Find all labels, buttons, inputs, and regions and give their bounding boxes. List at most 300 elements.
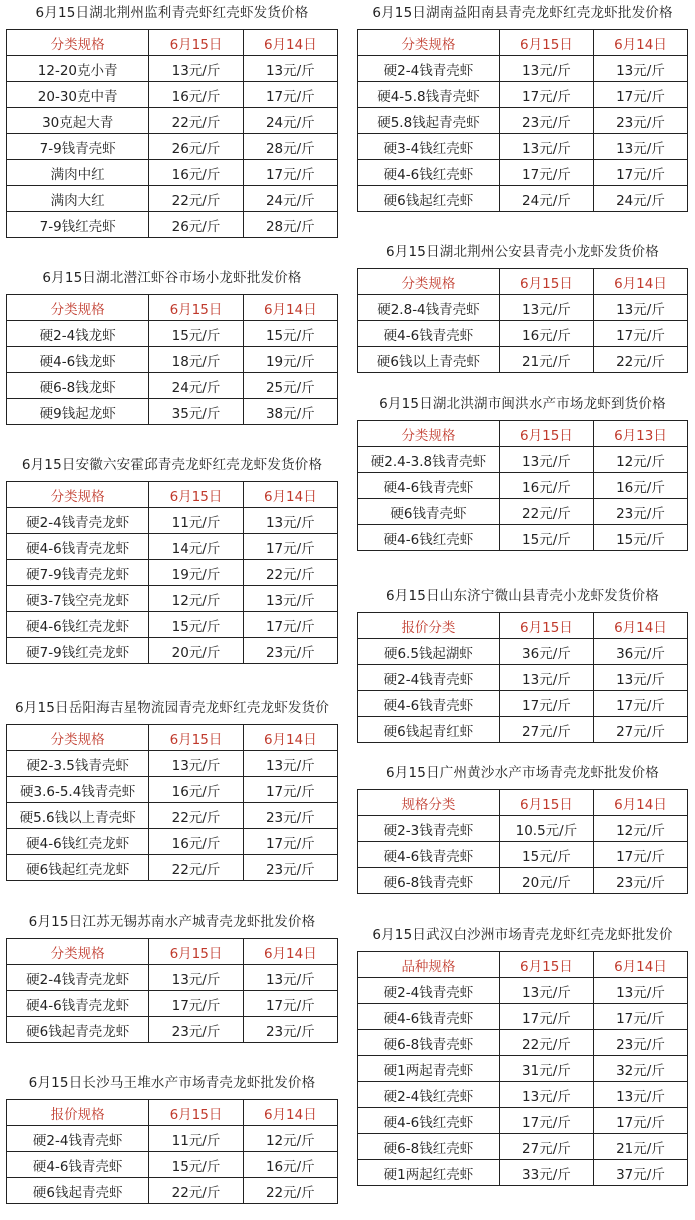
price-cell: 22元/斤 bbox=[149, 803, 243, 829]
price-cell: 16元/斤 bbox=[593, 473, 687, 499]
table-header-row bbox=[7, 939, 338, 965]
spec-cell: 硬7-9钱青壳龙虾 bbox=[7, 560, 149, 586]
spec-cell: 硬6钱以上青壳虾 bbox=[358, 347, 500, 373]
table-row bbox=[358, 665, 688, 691]
table-row bbox=[358, 842, 688, 868]
table-row bbox=[358, 499, 688, 525]
price-cell: 17元/斤 bbox=[243, 777, 337, 803]
price-cell: 22元/斤 bbox=[243, 560, 337, 586]
price-table-block-6 bbox=[6, 1073, 338, 1204]
price-cell: 22元/斤 bbox=[499, 1030, 593, 1056]
price-cell: 17元/斤 bbox=[243, 160, 337, 186]
spec-cell: 硬6-8钱龙虾 bbox=[7, 373, 149, 399]
column-header: 6月14日 bbox=[243, 939, 337, 965]
price-table bbox=[357, 789, 688, 894]
price-table-block-9 bbox=[357, 394, 688, 551]
table-row bbox=[358, 186, 688, 212]
price-cell: 13元/斤 bbox=[499, 1082, 593, 1108]
price-table bbox=[357, 612, 688, 743]
table-header-row bbox=[358, 613, 688, 639]
table-row bbox=[358, 447, 688, 473]
price-cell: 23元/斤 bbox=[593, 868, 687, 894]
price-cell: 38元/斤 bbox=[243, 399, 337, 425]
price-cell: 13元/斤 bbox=[243, 56, 337, 82]
spec-cell: 硬4-6钱青壳虾 bbox=[358, 321, 500, 347]
column-header: 6月14日 bbox=[593, 30, 687, 56]
table-row bbox=[358, 82, 688, 108]
price-cell: 20元/斤 bbox=[499, 868, 593, 894]
spec-cell: 硬6-8钱青壳虾 bbox=[358, 1030, 500, 1056]
table-row bbox=[7, 777, 338, 803]
table-title: 6月15日广州黄沙水产市场青壳龙虾批发价格 bbox=[386, 765, 659, 781]
column-header: 6月15日 bbox=[149, 30, 243, 56]
price-cell: 17元/斤 bbox=[593, 1108, 687, 1134]
table-row bbox=[7, 108, 338, 134]
table-row bbox=[358, 134, 688, 160]
spec-cell: 硬6钱起红壳虾 bbox=[358, 186, 500, 212]
table-header-row bbox=[358, 269, 688, 295]
price-table-block-12 bbox=[357, 925, 688, 1186]
price-table-block-1 bbox=[6, 3, 338, 238]
price-cell: 35元/斤 bbox=[149, 399, 243, 425]
price-cell: 10.5元/斤 bbox=[499, 816, 593, 842]
table-row bbox=[7, 321, 338, 347]
spec-cell: 硬3.6-5.4钱青壳虾 bbox=[7, 777, 149, 803]
price-table-block-3 bbox=[6, 455, 338, 664]
price-cell: 23元/斤 bbox=[593, 499, 687, 525]
column-header: 6月14日 bbox=[243, 725, 337, 751]
price-cell: 19元/斤 bbox=[243, 347, 337, 373]
spec-cell: 硬6-8钱青壳虾 bbox=[358, 868, 500, 894]
price-cell: 20元/斤 bbox=[149, 638, 243, 664]
table-title: 6月15日湖南益阳南县青壳龙虾红壳龙虾批发价格 bbox=[372, 5, 673, 21]
price-cell: 17元/斤 bbox=[593, 82, 687, 108]
spec-cell: 硬4-6钱红壳虾 bbox=[358, 1108, 500, 1134]
price-table bbox=[357, 951, 688, 1186]
price-cell: 31元/斤 bbox=[499, 1056, 593, 1082]
price-cell: 13元/斤 bbox=[243, 508, 337, 534]
table-row bbox=[7, 1152, 338, 1178]
price-cell: 13元/斤 bbox=[149, 965, 243, 991]
spec-cell: 硬4-6钱青壳虾 bbox=[358, 473, 500, 499]
spec-cell: 硬5.8钱起青壳虾 bbox=[358, 108, 500, 134]
price-table-block-7 bbox=[357, 3, 688, 212]
table-row bbox=[358, 1134, 688, 1160]
price-cell: 17元/斤 bbox=[499, 1004, 593, 1030]
price-cell: 28元/斤 bbox=[243, 212, 337, 238]
price-cell: 16元/斤 bbox=[149, 777, 243, 803]
table-row bbox=[358, 347, 688, 373]
price-cell: 24元/斤 bbox=[243, 108, 337, 134]
price-cell: 24元/斤 bbox=[593, 186, 687, 212]
column-header: 6月14日 bbox=[593, 613, 687, 639]
table-title: 6月15日安徽六安霍邱青壳龙虾红壳龙虾发货价格 bbox=[21, 457, 323, 473]
price-cell: 23元/斤 bbox=[499, 108, 593, 134]
price-cell: 21元/斤 bbox=[499, 347, 593, 373]
spec-cell: 硬6钱起青壳龙虾 bbox=[7, 1017, 149, 1043]
spec-cell: 硬6钱起红壳龙虾 bbox=[7, 855, 149, 881]
price-cell: 16元/斤 bbox=[243, 1152, 337, 1178]
table-row bbox=[7, 855, 338, 881]
price-cell: 12元/斤 bbox=[243, 1126, 337, 1152]
price-cell: 15元/斤 bbox=[499, 842, 593, 868]
price-cell: 12元/斤 bbox=[593, 816, 687, 842]
table-row bbox=[7, 1126, 338, 1152]
price-cell: 13元/斤 bbox=[149, 751, 243, 777]
price-cell: 24元/斤 bbox=[149, 373, 243, 399]
table-row bbox=[358, 717, 688, 743]
spec-cell: 硬4-6钱青壳龙虾 bbox=[7, 991, 149, 1017]
table-header-row bbox=[7, 295, 338, 321]
table-row bbox=[7, 1178, 338, 1204]
price-cell: 17元/斤 bbox=[593, 321, 687, 347]
table-row bbox=[7, 373, 338, 399]
price-cell: 13元/斤 bbox=[243, 751, 337, 777]
table-row bbox=[358, 1030, 688, 1056]
price-cell: 13元/斤 bbox=[499, 665, 593, 691]
table-row bbox=[7, 534, 338, 560]
price-table bbox=[6, 724, 338, 881]
price-cell: 23元/斤 bbox=[243, 855, 337, 881]
spec-cell: 硬2-4钱青壳虾 bbox=[7, 1126, 149, 1152]
price-cell: 36元/斤 bbox=[499, 639, 593, 665]
price-cell: 17元/斤 bbox=[243, 991, 337, 1017]
column-header: 分类规格 bbox=[358, 421, 500, 447]
price-cell: 15元/斤 bbox=[593, 525, 687, 551]
table-row bbox=[358, 816, 688, 842]
spec-cell: 硬2.8-4钱青壳虾 bbox=[358, 295, 500, 321]
table-row bbox=[7, 1017, 338, 1043]
spec-cell: 30克起大青 bbox=[7, 108, 149, 134]
column-header: 分类规格 bbox=[358, 30, 500, 56]
spec-cell: 硬6钱起青红虾 bbox=[358, 717, 500, 743]
price-cell: 11元/斤 bbox=[149, 1126, 243, 1152]
price-cell: 17元/斤 bbox=[593, 1004, 687, 1030]
column-header: 6月14日 bbox=[593, 269, 687, 295]
table-title: 6月15日湖北荆州监利青壳虾红壳虾发货价格 bbox=[35, 5, 309, 21]
column-header: 分类规格 bbox=[7, 482, 149, 508]
table-row bbox=[7, 560, 338, 586]
table-row bbox=[7, 134, 338, 160]
spec-cell: 硬2-4钱红壳虾 bbox=[358, 1082, 500, 1108]
spec-cell: 硬1两起红壳虾 bbox=[358, 1160, 500, 1186]
price-cell: 16元/斤 bbox=[149, 829, 243, 855]
price-cell: 15元/斤 bbox=[499, 525, 593, 551]
table-row bbox=[7, 638, 338, 664]
price-cell: 16元/斤 bbox=[499, 321, 593, 347]
price-cell: 17元/斤 bbox=[149, 991, 243, 1017]
spec-cell: 硬6-8钱红壳虾 bbox=[358, 1134, 500, 1160]
spec-cell: 硬4-6钱红壳虾 bbox=[358, 160, 500, 186]
price-cell: 16元/斤 bbox=[499, 473, 593, 499]
table-header-row bbox=[7, 30, 338, 56]
table-row bbox=[7, 829, 338, 855]
table-title: 6月15日湖北洪湖市闽洪水产市场龙虾到货价格 bbox=[379, 396, 666, 412]
price-cell: 15元/斤 bbox=[149, 1152, 243, 1178]
table-title: 6月15日江苏无锡苏南水产城青壳龙虾批发价格 bbox=[28, 914, 316, 930]
price-cell: 17元/斤 bbox=[243, 534, 337, 560]
spec-cell: 硬4-6钱红壳虾 bbox=[358, 525, 500, 551]
column-header: 6月15日 bbox=[499, 269, 593, 295]
table-header-row bbox=[7, 725, 338, 751]
price-cell: 27元/斤 bbox=[499, 717, 593, 743]
table-row bbox=[7, 965, 338, 991]
column-header: 6月15日 bbox=[149, 295, 243, 321]
price-cell: 17元/斤 bbox=[243, 82, 337, 108]
price-cell: 17元/斤 bbox=[593, 691, 687, 717]
table-row bbox=[7, 347, 338, 373]
column-header: 分类规格 bbox=[7, 939, 149, 965]
table-row bbox=[358, 691, 688, 717]
price-cell: 26元/斤 bbox=[149, 212, 243, 238]
spec-cell: 硬3-7钱空壳龙虾 bbox=[7, 586, 149, 612]
column-header: 6月15日 bbox=[499, 790, 593, 816]
column-header: 6月15日 bbox=[499, 952, 593, 978]
column-header: 6月14日 bbox=[243, 295, 337, 321]
price-cell: 19元/斤 bbox=[149, 560, 243, 586]
price-cell: 13元/斤 bbox=[149, 56, 243, 82]
spec-cell: 硬3-4钱红壳虾 bbox=[358, 134, 500, 160]
table-row bbox=[358, 1004, 688, 1030]
column-header: 分类规格 bbox=[7, 30, 149, 56]
price-cell: 22元/斤 bbox=[149, 855, 243, 881]
spec-cell: 硬4-6钱青壳虾 bbox=[358, 842, 500, 868]
spec-cell: 硬7-9钱红壳龙虾 bbox=[7, 638, 149, 664]
price-cell: 13元/斤 bbox=[593, 295, 687, 321]
price-cell: 13元/斤 bbox=[499, 978, 593, 1004]
price-table bbox=[6, 481, 338, 664]
price-table-block-8 bbox=[357, 242, 688, 373]
price-cell: 33元/斤 bbox=[499, 1160, 593, 1186]
table-row bbox=[358, 473, 688, 499]
table-row bbox=[358, 295, 688, 321]
price-cell: 17元/斤 bbox=[243, 612, 337, 638]
price-cell: 18元/斤 bbox=[149, 347, 243, 373]
table-row bbox=[358, 108, 688, 134]
price-cell: 23元/斤 bbox=[149, 1017, 243, 1043]
price-cell: 22元/斤 bbox=[149, 1178, 243, 1204]
table-row bbox=[358, 639, 688, 665]
price-cell: 22元/斤 bbox=[149, 108, 243, 134]
price-cell: 13元/斤 bbox=[499, 56, 593, 82]
spec-cell: 硬2-4钱青壳虾 bbox=[358, 665, 500, 691]
table-title: 6月15日岳阳海吉星物流园青壳龙虾红壳龙虾发货价 bbox=[14, 700, 330, 716]
price-cell: 28元/斤 bbox=[243, 134, 337, 160]
price-cell: 13元/斤 bbox=[243, 586, 337, 612]
column-header: 6月15日 bbox=[149, 725, 243, 751]
spec-cell: 硬2-4钱龙虾 bbox=[7, 321, 149, 347]
price-cell: 17元/斤 bbox=[593, 842, 687, 868]
column-header: 规格分类 bbox=[358, 790, 500, 816]
column-header: 报价规格 bbox=[7, 1100, 149, 1126]
table-row bbox=[358, 1108, 688, 1134]
price-cell: 23元/斤 bbox=[243, 638, 337, 664]
table-row bbox=[7, 803, 338, 829]
spec-cell: 7-9钱红壳虾 bbox=[7, 212, 149, 238]
table-header-row bbox=[358, 790, 688, 816]
column-header: 6月15日 bbox=[149, 1100, 243, 1126]
table-row bbox=[358, 868, 688, 894]
price-cell: 13元/斤 bbox=[593, 1082, 687, 1108]
price-cell: 23元/斤 bbox=[593, 108, 687, 134]
price-table-block-4 bbox=[6, 698, 338, 881]
price-cell: 21元/斤 bbox=[593, 1134, 687, 1160]
spec-cell: 硬4-6钱青壳虾 bbox=[358, 1004, 500, 1030]
table-row bbox=[7, 586, 338, 612]
price-cell: 13元/斤 bbox=[593, 978, 687, 1004]
price-cell: 16元/斤 bbox=[149, 160, 243, 186]
price-cell: 13元/斤 bbox=[593, 665, 687, 691]
price-cell: 15元/斤 bbox=[149, 612, 243, 638]
column-header: 品种规格 bbox=[358, 952, 500, 978]
table-row bbox=[7, 186, 338, 212]
price-cell: 13元/斤 bbox=[499, 134, 593, 160]
price-table bbox=[6, 938, 338, 1043]
price-table bbox=[6, 29, 338, 238]
spec-cell: 硬6.5钱起湖虾 bbox=[358, 639, 500, 665]
table-row bbox=[7, 160, 338, 186]
spec-cell: 12-20克小青 bbox=[7, 56, 149, 82]
spec-cell: 20-30克中青 bbox=[7, 82, 149, 108]
column-header: 报价分类 bbox=[358, 613, 500, 639]
price-cell: 17元/斤 bbox=[499, 691, 593, 717]
column-header: 6月15日 bbox=[499, 421, 593, 447]
spec-cell: 硬4-6钱龙虾 bbox=[7, 347, 149, 373]
price-cell: 27元/斤 bbox=[593, 717, 687, 743]
spec-cell: 硬4-5.8钱青壳虾 bbox=[358, 82, 500, 108]
price-cell: 23元/斤 bbox=[243, 803, 337, 829]
column-header: 6月15日 bbox=[149, 482, 243, 508]
price-cell: 22元/斤 bbox=[499, 499, 593, 525]
column-header: 6月14日 bbox=[243, 482, 337, 508]
price-cell: 14元/斤 bbox=[149, 534, 243, 560]
spec-cell: 硬4-6钱红壳龙虾 bbox=[7, 612, 149, 638]
price-cell: 13元/斤 bbox=[499, 447, 593, 473]
table-row bbox=[358, 1056, 688, 1082]
table-title: 6月15日长沙马王堆水产市场青壳龙虾批发价格 bbox=[28, 1075, 316, 1091]
table-title: 6月15日山东济宁微山县青壳小龙虾发货价格 bbox=[386, 588, 659, 604]
spec-cell: 满肉中红 bbox=[7, 160, 149, 186]
spec-cell: 硬2-4钱青壳龙虾 bbox=[7, 965, 149, 991]
table-header-row bbox=[7, 1100, 338, 1126]
spec-cell: 硬2-3钱青壳虾 bbox=[358, 816, 500, 842]
price-cell: 22元/斤 bbox=[593, 347, 687, 373]
column-header: 6月15日 bbox=[149, 939, 243, 965]
table-row bbox=[358, 160, 688, 186]
price-cell: 26元/斤 bbox=[149, 134, 243, 160]
price-cell: 37元/斤 bbox=[593, 1160, 687, 1186]
price-cell: 23元/斤 bbox=[243, 1017, 337, 1043]
column-header: 分类规格 bbox=[7, 725, 149, 751]
price-table-block-2 bbox=[6, 268, 338, 425]
spec-cell: 硬5.6钱以上青壳虾 bbox=[7, 803, 149, 829]
spec-cell: 硬4-6钱红壳龙虾 bbox=[7, 829, 149, 855]
table-title: 6月15日湖北荆州公安县青壳小龙虾发货价格 bbox=[386, 244, 659, 260]
table-header-row bbox=[7, 482, 338, 508]
column-header: 6月14日 bbox=[243, 1100, 337, 1126]
table-row bbox=[7, 991, 338, 1017]
price-cell: 13元/斤 bbox=[243, 965, 337, 991]
price-cell: 27元/斤 bbox=[499, 1134, 593, 1160]
table-row bbox=[7, 612, 338, 638]
spec-cell: 7-9钱青壳虾 bbox=[7, 134, 149, 160]
price-cell: 15元/斤 bbox=[243, 321, 337, 347]
table-row bbox=[7, 82, 338, 108]
spec-cell: 硬4-6钱青壳虾 bbox=[358, 691, 500, 717]
price-cell: 24元/斤 bbox=[243, 186, 337, 212]
price-table bbox=[6, 294, 338, 425]
column-header: 6月14日 bbox=[593, 952, 687, 978]
price-cell: 36元/斤 bbox=[593, 639, 687, 665]
table-row bbox=[7, 399, 338, 425]
price-cell: 15元/斤 bbox=[149, 321, 243, 347]
table-row bbox=[358, 321, 688, 347]
table-header-row bbox=[358, 952, 688, 978]
price-cell: 32元/斤 bbox=[593, 1056, 687, 1082]
price-cell: 22元/斤 bbox=[243, 1178, 337, 1204]
price-table bbox=[357, 420, 688, 551]
price-table-block-10 bbox=[357, 586, 688, 743]
price-cell: 25元/斤 bbox=[243, 373, 337, 399]
price-cell: 22元/斤 bbox=[149, 186, 243, 212]
column-header: 6月13日 bbox=[593, 421, 687, 447]
table-row bbox=[358, 1160, 688, 1186]
spec-cell: 硬2-4钱青壳龙虾 bbox=[7, 508, 149, 534]
spec-cell: 硬4-6钱青壳虾 bbox=[7, 1152, 149, 1178]
spec-cell: 硬2-4钱青壳虾 bbox=[358, 978, 500, 1004]
table-header-row bbox=[358, 421, 688, 447]
spec-cell: 硬9钱起龙虾 bbox=[7, 399, 149, 425]
price-cell: 16元/斤 bbox=[149, 82, 243, 108]
spec-cell: 硬1两起青壳虾 bbox=[358, 1056, 500, 1082]
spec-cell: 满肉大红 bbox=[7, 186, 149, 212]
spec-cell: 硬6钱起青壳虾 bbox=[7, 1178, 149, 1204]
price-table bbox=[357, 268, 688, 373]
column-header: 6月15日 bbox=[499, 30, 593, 56]
price-cell: 13元/斤 bbox=[499, 295, 593, 321]
price-cell: 13元/斤 bbox=[593, 56, 687, 82]
table-row bbox=[7, 212, 338, 238]
column-header: 分类规格 bbox=[7, 295, 149, 321]
price-cell: 11元/斤 bbox=[149, 508, 243, 534]
table-row bbox=[7, 508, 338, 534]
table-row bbox=[358, 525, 688, 551]
table-row bbox=[7, 56, 338, 82]
column-header: 6月14日 bbox=[243, 30, 337, 56]
table-header-row bbox=[358, 30, 688, 56]
price-cell: 23元/斤 bbox=[593, 1030, 687, 1056]
price-cell: 17元/斤 bbox=[499, 160, 593, 186]
price-cell: 17元/斤 bbox=[593, 160, 687, 186]
price-table-block-11 bbox=[357, 763, 688, 894]
price-cell: 24元/斤 bbox=[499, 186, 593, 212]
price-cell: 17元/斤 bbox=[499, 1108, 593, 1134]
column-header: 6月15日 bbox=[499, 613, 593, 639]
table-row bbox=[7, 751, 338, 777]
table-row bbox=[358, 978, 688, 1004]
column-header: 6月14日 bbox=[593, 790, 687, 816]
price-cell: 12元/斤 bbox=[149, 586, 243, 612]
table-row bbox=[358, 1082, 688, 1108]
price-table bbox=[6, 1099, 338, 1204]
price-cell: 12元/斤 bbox=[593, 447, 687, 473]
price-cell: 17元/斤 bbox=[243, 829, 337, 855]
table-title: 6月15日湖北潜江虾谷市场小龙虾批发价格 bbox=[42, 270, 302, 286]
price-cell: 13元/斤 bbox=[593, 134, 687, 160]
table-row bbox=[358, 56, 688, 82]
price-cell: 17元/斤 bbox=[499, 82, 593, 108]
spec-cell: 硬4-6钱青壳龙虾 bbox=[7, 534, 149, 560]
